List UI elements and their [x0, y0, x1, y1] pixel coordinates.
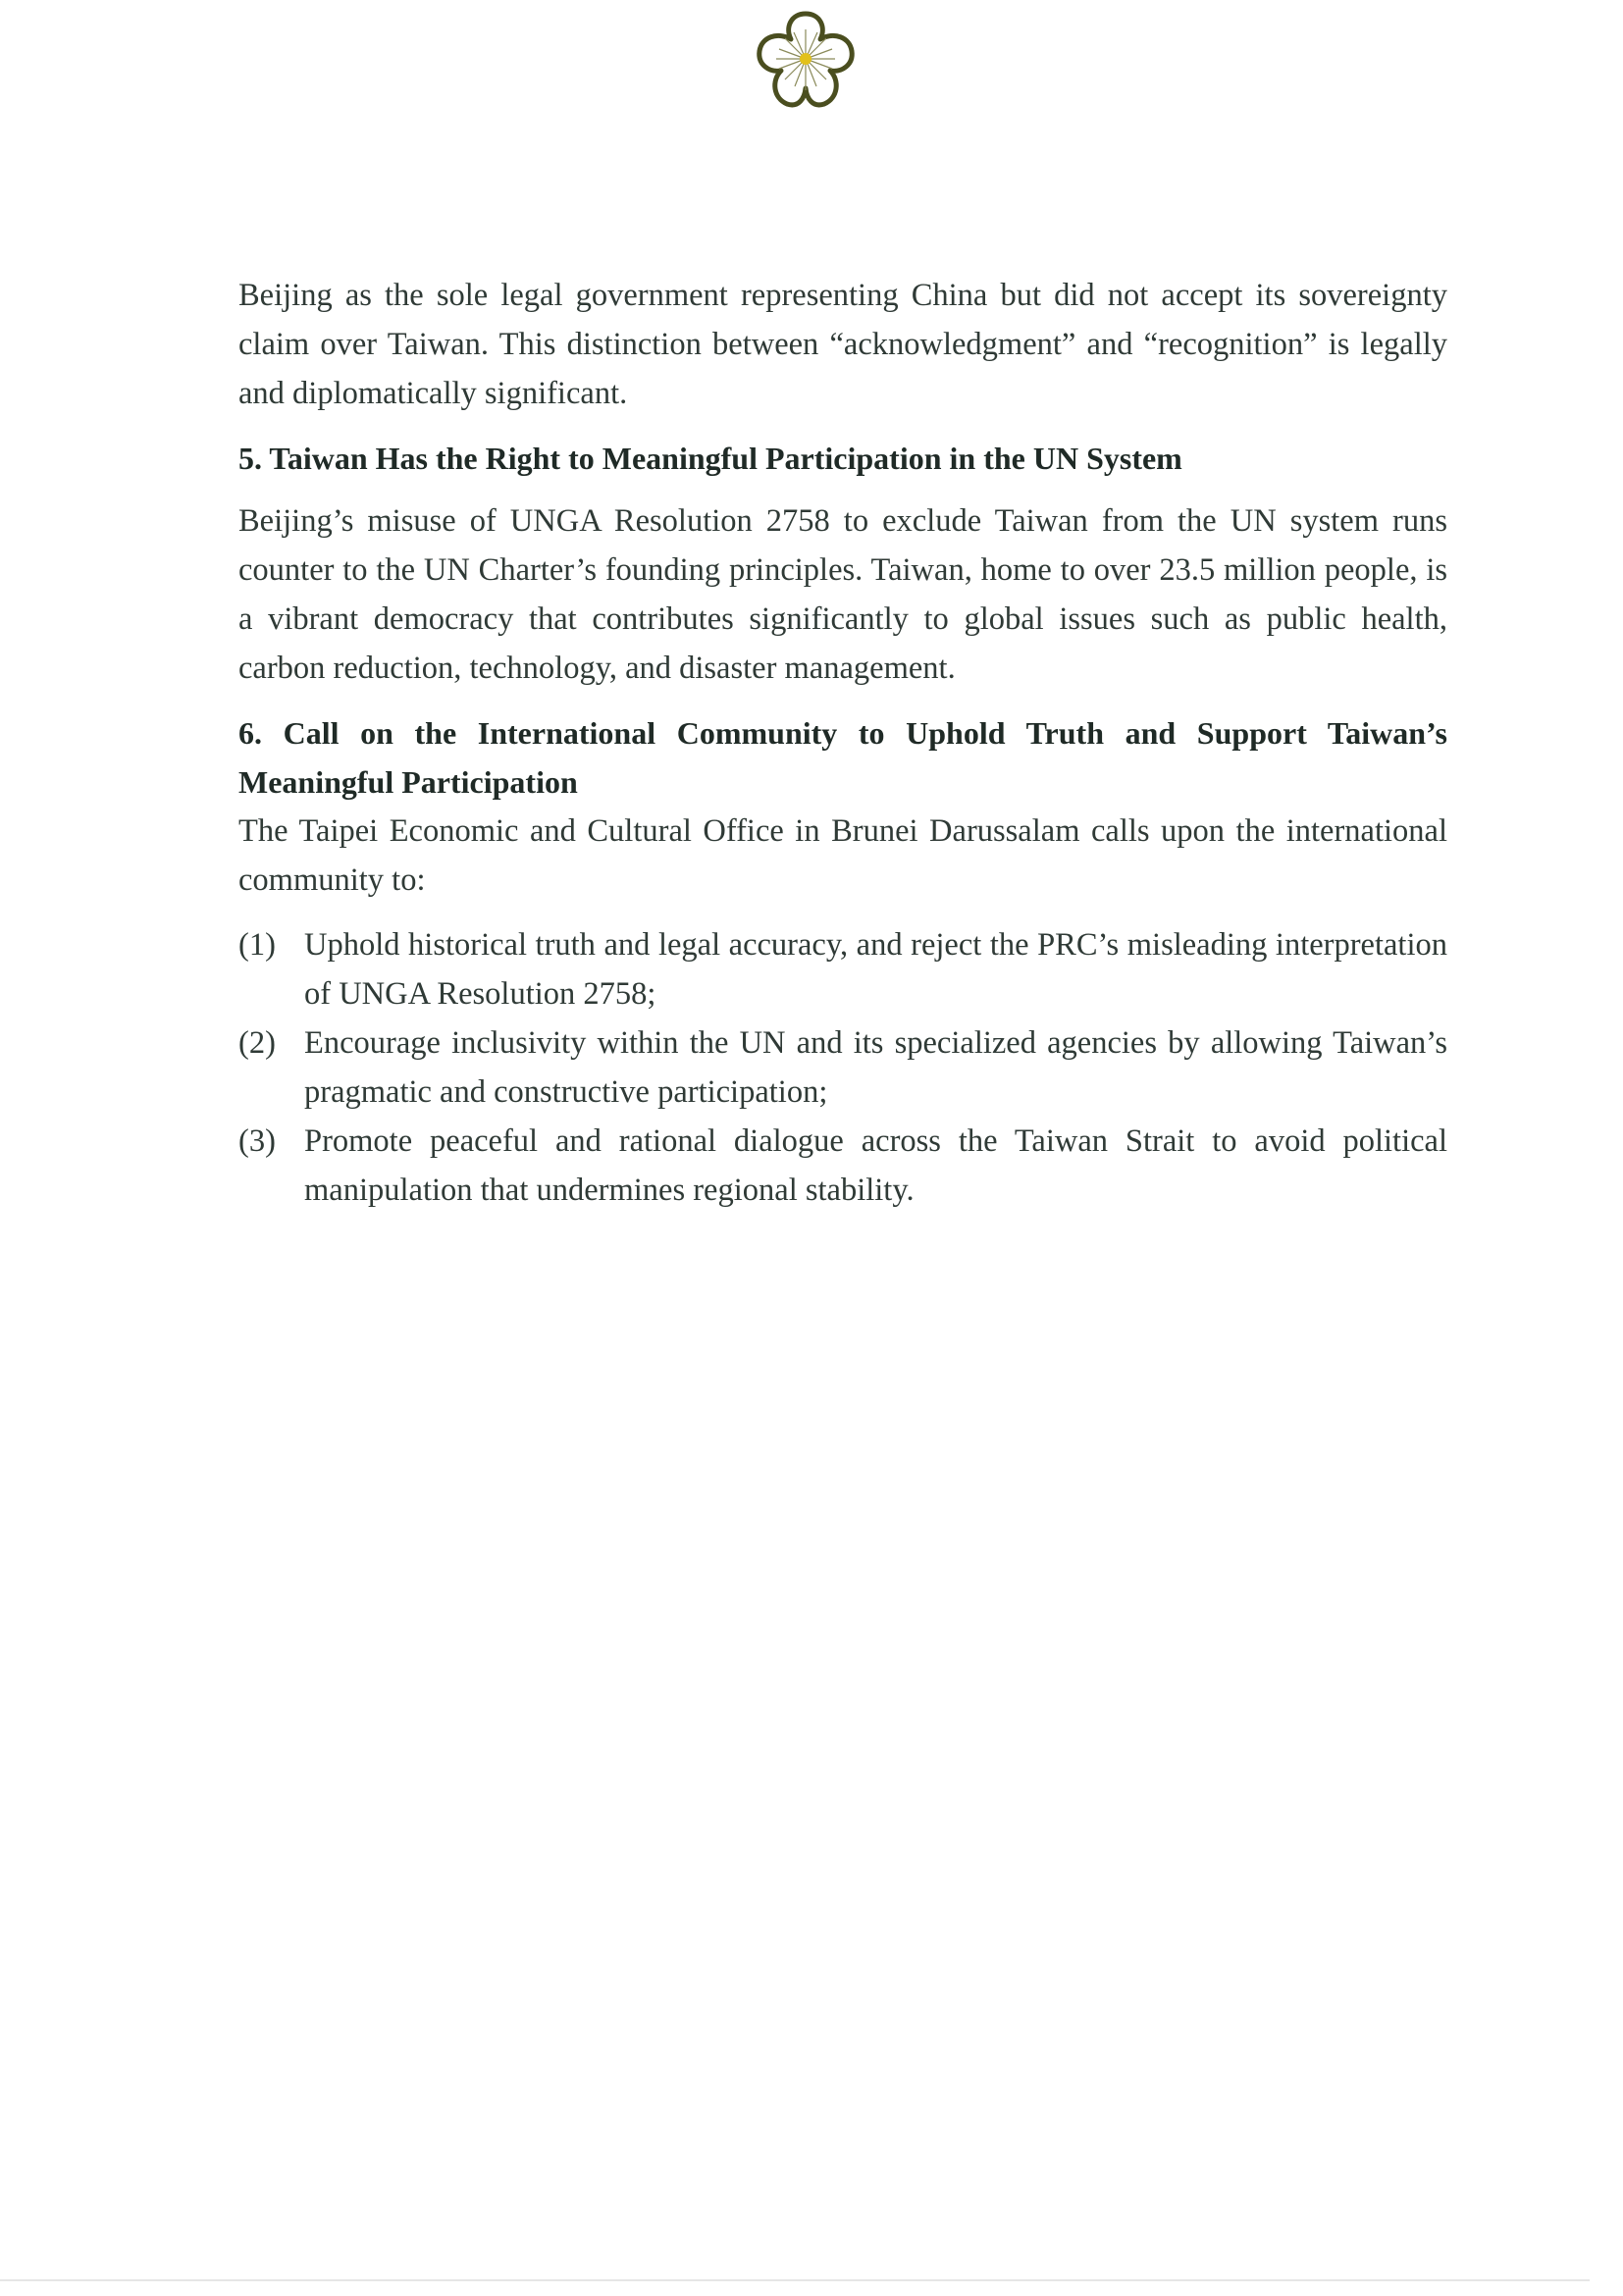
- list-item: [238, 1117, 1447, 1215]
- footer-divider: [0, 2279, 1590, 2281]
- list-item-text: Uphold historical truth and legal accuracy, and reject the PRC’s misleading interpretation of UNGA Resolution 2758;: [304, 927, 1447, 1012]
- list-item: [238, 920, 1447, 1018]
- list-item: [238, 1018, 1447, 1117]
- list-item-text: Promote peaceful and rational dialogue across the Taiwan Strait to avoid political manipulation that undermines regional stability.: [304, 1123, 1447, 1208]
- section-6-paragraph: The Taipei Economic and Cultural Office in Brunei Darussalam calls upon the international community to:: [238, 813, 1447, 898]
- list-item-marker: (1): [238, 927, 276, 963]
- plum-blossom-emblem-icon: [748, 8, 864, 118]
- section-5-heading: 5. Taiwan Has the Right to Meaningful Participation in the UN System: [238, 441, 1182, 476]
- section-6-heading: 6. Call on the International Community to Uphold Truth and Support Taiwan’s Meaningful Participation: [238, 715, 1447, 800]
- list-item-text: Encourage inclusivity within the UN and its specialized agencies by allowing Taiwan’s pragmatic and constructive participation;: [304, 1025, 1447, 1110]
- intro-paragraph: Beijing as the sole legal government representing China but did not accept its sovereignty claim over Taiwan. This distinction between “acknowledgment” and “recognition” is legally and diplomatically significant.: [238, 278, 1447, 411]
- document-body: [238, 271, 1447, 1215]
- list-item-marker: (3): [238, 1123, 276, 1159]
- section-5-paragraph: Beijing’s misuse of UNGA Resolution 2758 to exclude Taiwan from the UN system runs counter to the UN Charter’s founding principles. Taiwan, home to over 23.5 million people, is a vibrant democracy that contributes significantly to global issues such as public health, carbon reduction, technology, and disaster management.: [238, 503, 1447, 686]
- list-item-marker: (2): [238, 1025, 276, 1061]
- call-to-action-list: [238, 920, 1447, 1215]
